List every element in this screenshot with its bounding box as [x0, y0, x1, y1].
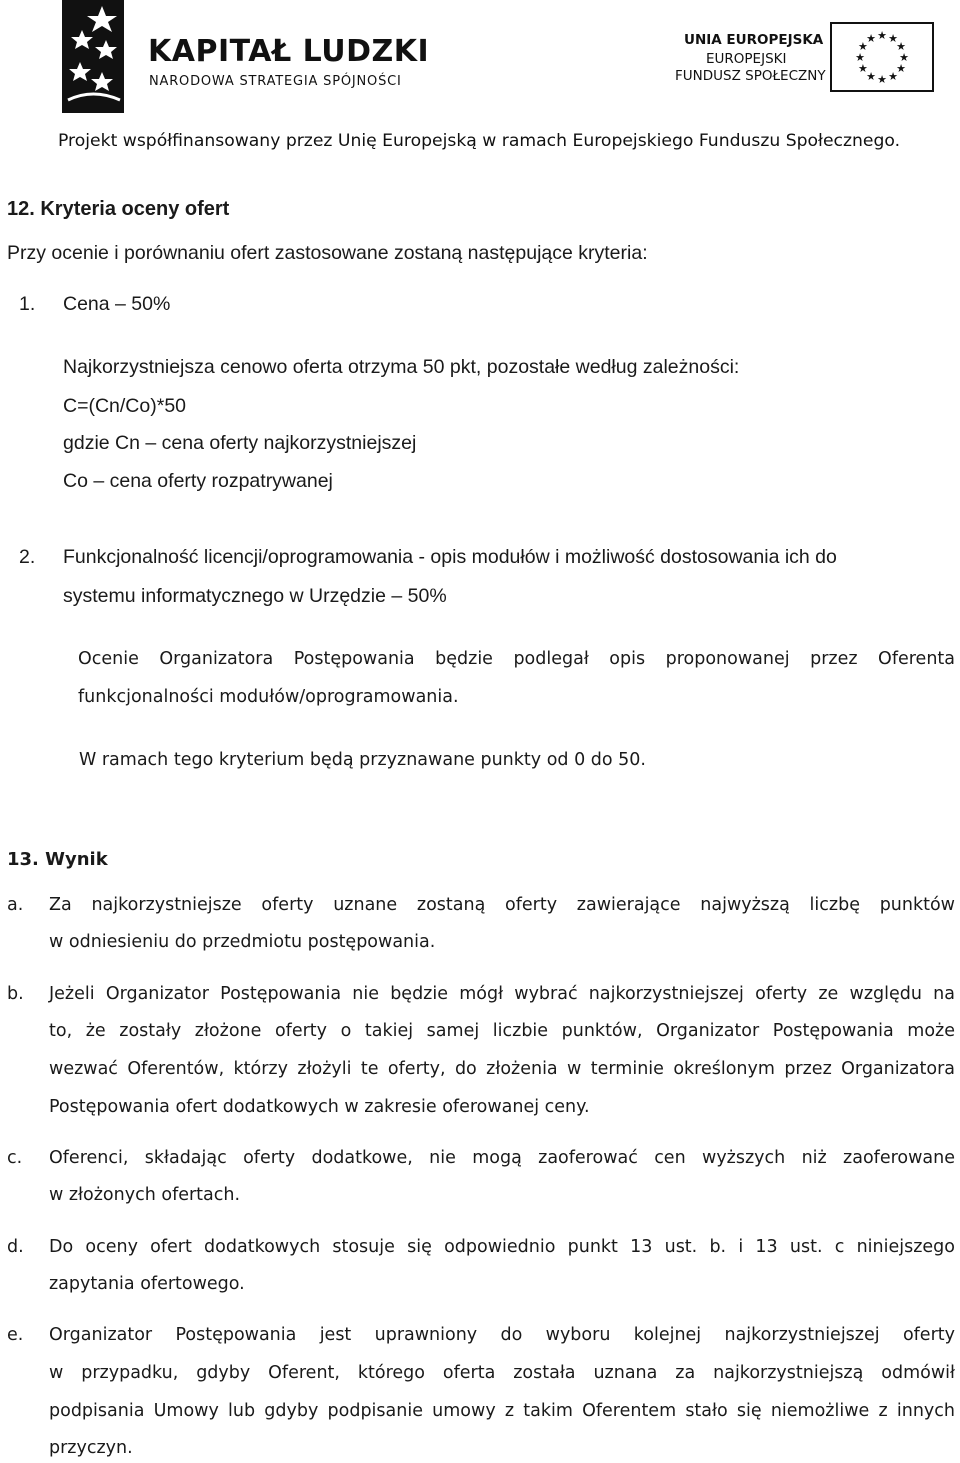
item-a-letter: a.: [7, 895, 24, 915]
item-a-line1: Za najkorzystniejsze oferty uznane zostaną oferty zawierające najwyższą liczbę punktów: [49, 895, 955, 915]
item-d-letter: d.: [7, 1237, 24, 1257]
eu-star-icon: ★: [858, 62, 868, 75]
eu-star-icon: ★: [888, 31, 898, 45]
criterion-2-desc-line2: funkcjonalności modułów/oprogramowania.: [78, 687, 459, 707]
eu-line2: EUROPEJSKI: [706, 51, 787, 67]
criterion-2-desc-line1: Ocenie Organizatora Postępowania będzie podlegał opis proponowanej przez Oferenta: [78, 649, 955, 669]
eu-star-icon: ★: [896, 40, 906, 53]
criterion-2-title-line1: Funkcjonalność licencji/oprogramowania - opis modułów i możliwość dostosowania ich do: [63, 546, 837, 568]
eu-star-icon: ★: [896, 62, 906, 75]
eu-star-icon: ★: [888, 70, 898, 84]
item-c-letter: c.: [7, 1148, 23, 1168]
section-13-heading: 13. Wynik: [7, 849, 108, 870]
item-c-line1: Oferenci, składając oferty dodatkowe, nie mogą zaoferować cen wyższych niż zaoferowane: [49, 1148, 955, 1168]
section-12-heading: 12. Kryteria oceny ofert: [7, 198, 230, 220]
item-d-line1: Do oceny ofert dodatkowych stosuje się odpowiednio punkt 13 ust. b. i 13 ust. c niniejszego: [49, 1237, 955, 1257]
eu-star-icon: ★: [899, 51, 909, 64]
item-b-letter: b.: [7, 984, 24, 1004]
item-a-line2: w odniesieniu do przedmiotu postępowania.: [49, 932, 436, 952]
kapital-ludzki-logo-icon: [62, 0, 124, 113]
logo-subtitle: NARODOWA STRATEGIA SPÓJNOŚCI: [149, 74, 402, 89]
eu-star-icon: ★: [866, 31, 876, 45]
item-b-line2: to, że zostały złożone oferty o takiej samej liczbie punktów, Organizator Postępowania może: [49, 1021, 955, 1041]
criterion-2-points: W ramach tego kryterium będą przyznawane punkty od 0 do 50.: [79, 750, 646, 770]
item-b-line4: Postępowania ofert dodatkowych w zakresie oferowanej ceny.: [49, 1097, 590, 1117]
eu-line3: FUNDUSZ SPOŁECZNY: [675, 68, 826, 84]
item-b-line1: Jeżeli Organizator Postępowania nie będzie mógł wybrać najkorzystniejszej oferty ze względu na: [49, 984, 955, 1004]
item-b-line3: wezwać Oferentów, którzy złożyli te oferty, do złożenia w terminie określonym przez Organizatora: [49, 1059, 955, 1079]
criterion-1-line3: gdzie Cn – cena oferty najkorzystniejszej: [63, 432, 417, 454]
eu-star-icon: ★: [877, 29, 887, 42]
criterion-1-line1: Najkorzystniejsza cenowo oferta otrzyma 50 pkt, pozostałe według zależności:: [63, 356, 740, 378]
logo-title: KAPITAŁ LUDZKI: [148, 34, 430, 69]
item-e-letter: e.: [7, 1325, 24, 1345]
eu-line1: UNIA EUROPEJSKA: [684, 32, 824, 48]
criterion-2-number: 2.: [19, 546, 36, 568]
eu-flag-icon: [830, 22, 934, 92]
item-e-line1: Organizator Postępowania jest uprawniony do wyboru kolejnej najkorzystniejszej oferty: [49, 1325, 955, 1345]
criterion-1-formula: C=(Cn/Co)*50: [63, 395, 187, 417]
section-12-intro: Przy ocenie i porównaniu ofert zastosowane zostaną następujące kryteria:: [7, 242, 648, 264]
criterion-1-number: 1.: [19, 293, 36, 315]
item-e-line4: przyczyn.: [49, 1438, 133, 1458]
item-c-line2: w złożonych ofertach.: [49, 1185, 241, 1205]
criterion-2-title-line2: systemu informatycznego w Urzędzie – 50%: [63, 585, 447, 607]
item-d-line2: zapytania ofertowego.: [49, 1274, 245, 1294]
eu-star-icon: ★: [866, 70, 876, 84]
eu-star-icon: ★: [858, 40, 868, 53]
project-tagline: Projekt współfinansowany przez Unię Europejską w ramach Europejskiego Funduszu Społecznego.: [58, 131, 901, 151]
eu-star-icon: ★: [855, 51, 865, 64]
eu-star-icon: ★: [877, 73, 887, 86]
item-e-line3: podpisania Umowy lub gdyby podpisanie umowy z takim Oferentem stało się niemożliwe z innych: [49, 1401, 955, 1421]
item-e-line2: w przypadku, gdyby Oferent, którego oferta została uznana za najkorzystniejszą odmówił: [49, 1363, 955, 1383]
criterion-1-title: Cena – 50%: [63, 293, 171, 315]
criterion-1-line4: Co – cena oferty rozpatrywanej: [63, 470, 333, 492]
